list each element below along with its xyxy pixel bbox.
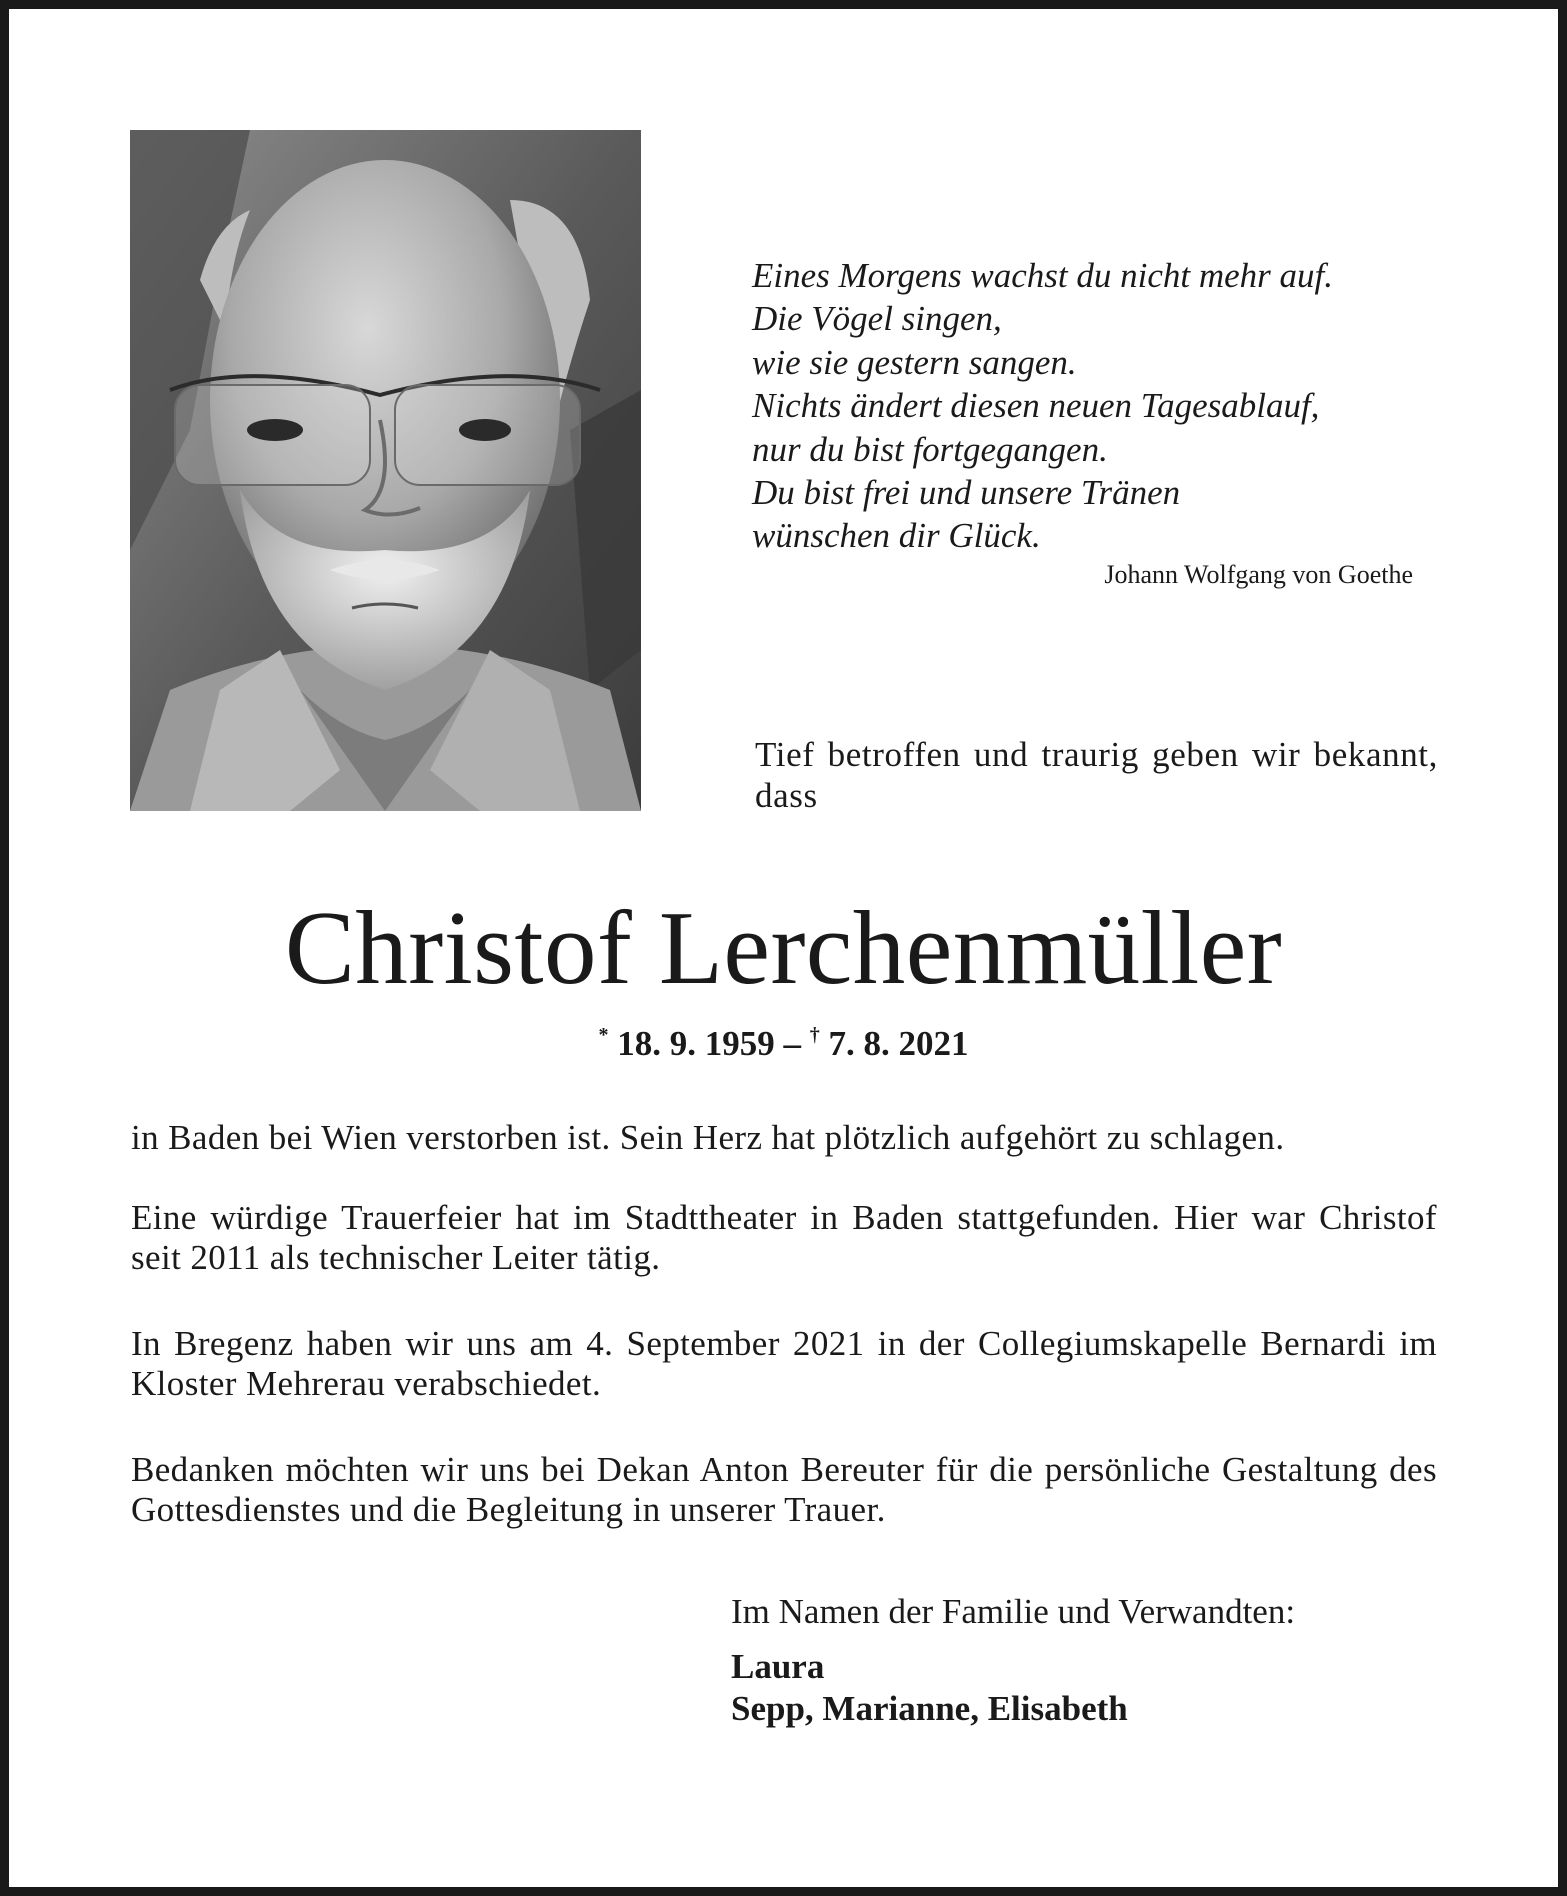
portrait-photo (130, 130, 641, 811)
birth-date: 18. 9. 1959 (617, 1024, 775, 1063)
paragraph-thanks: Bedanken möchten wir uns bei Dekan Anton Bereuter für die persönliche Gestaltung des Gottesdienstes und die Begleitung in unserer Trauer. (131, 1450, 1437, 1529)
death-date: 7. 8. 2021 (828, 1024, 969, 1063)
date-separator: – (783, 1024, 801, 1063)
poem-line: Du bist frei und unsere Tränen (752, 473, 1181, 513)
poem-line: Nichts ändert diesen neuen Tagesablauf, (752, 386, 1320, 426)
family-signatures (731, 1646, 1431, 1730)
paragraph-death-place: in Baden bei Wien verstorben ist. Sein Herz hat plötzlich aufgehört zu schlagen. (131, 1118, 1285, 1157)
poem-line: Die Vögel singen, (752, 299, 1002, 339)
poem-line: wie sie gestern sangen. (752, 342, 1077, 382)
death-symbol: † (809, 1024, 820, 1046)
deceased-name: Christof Lerchenmüller (284, 889, 1283, 1006)
family-name: Laura (731, 1647, 825, 1686)
paragraph-memorial: Eine würdige Trauerfeier hat im Stadttheater in Baden stattgefunden. Hier war Christof seit 2011 als technischer Leiter tätig. (131, 1198, 1437, 1277)
poem-line: wünschen dir Glück. (752, 516, 1041, 556)
life-dates (0, 1010, 1567, 1069)
poem (752, 254, 1432, 558)
poem-line: nur du bist fortgegangen. (752, 429, 1108, 469)
paragraph-farewell: In Bregenz haben wir uns am 4. September 2021 in der Collegiumskapelle Bernardi im Kloster Mehrerau verabschiedet. (131, 1324, 1437, 1403)
family-intro: Im Namen der Familie und Verwandten: (731, 1592, 1296, 1631)
poem-author: Johann Wolfgang von Goethe (1104, 560, 1413, 589)
poem-line: Eines Morgens wachst du nicht mehr auf. (752, 256, 1334, 295)
announcement-intro: Tief betroffen und traurig geben wir bekannt, dass (755, 735, 1438, 815)
birth-symbol: * (598, 1024, 609, 1046)
family-name: Sepp, Marianne, Elisabeth (731, 1689, 1128, 1728)
portrait-illustration (130, 130, 641, 811)
